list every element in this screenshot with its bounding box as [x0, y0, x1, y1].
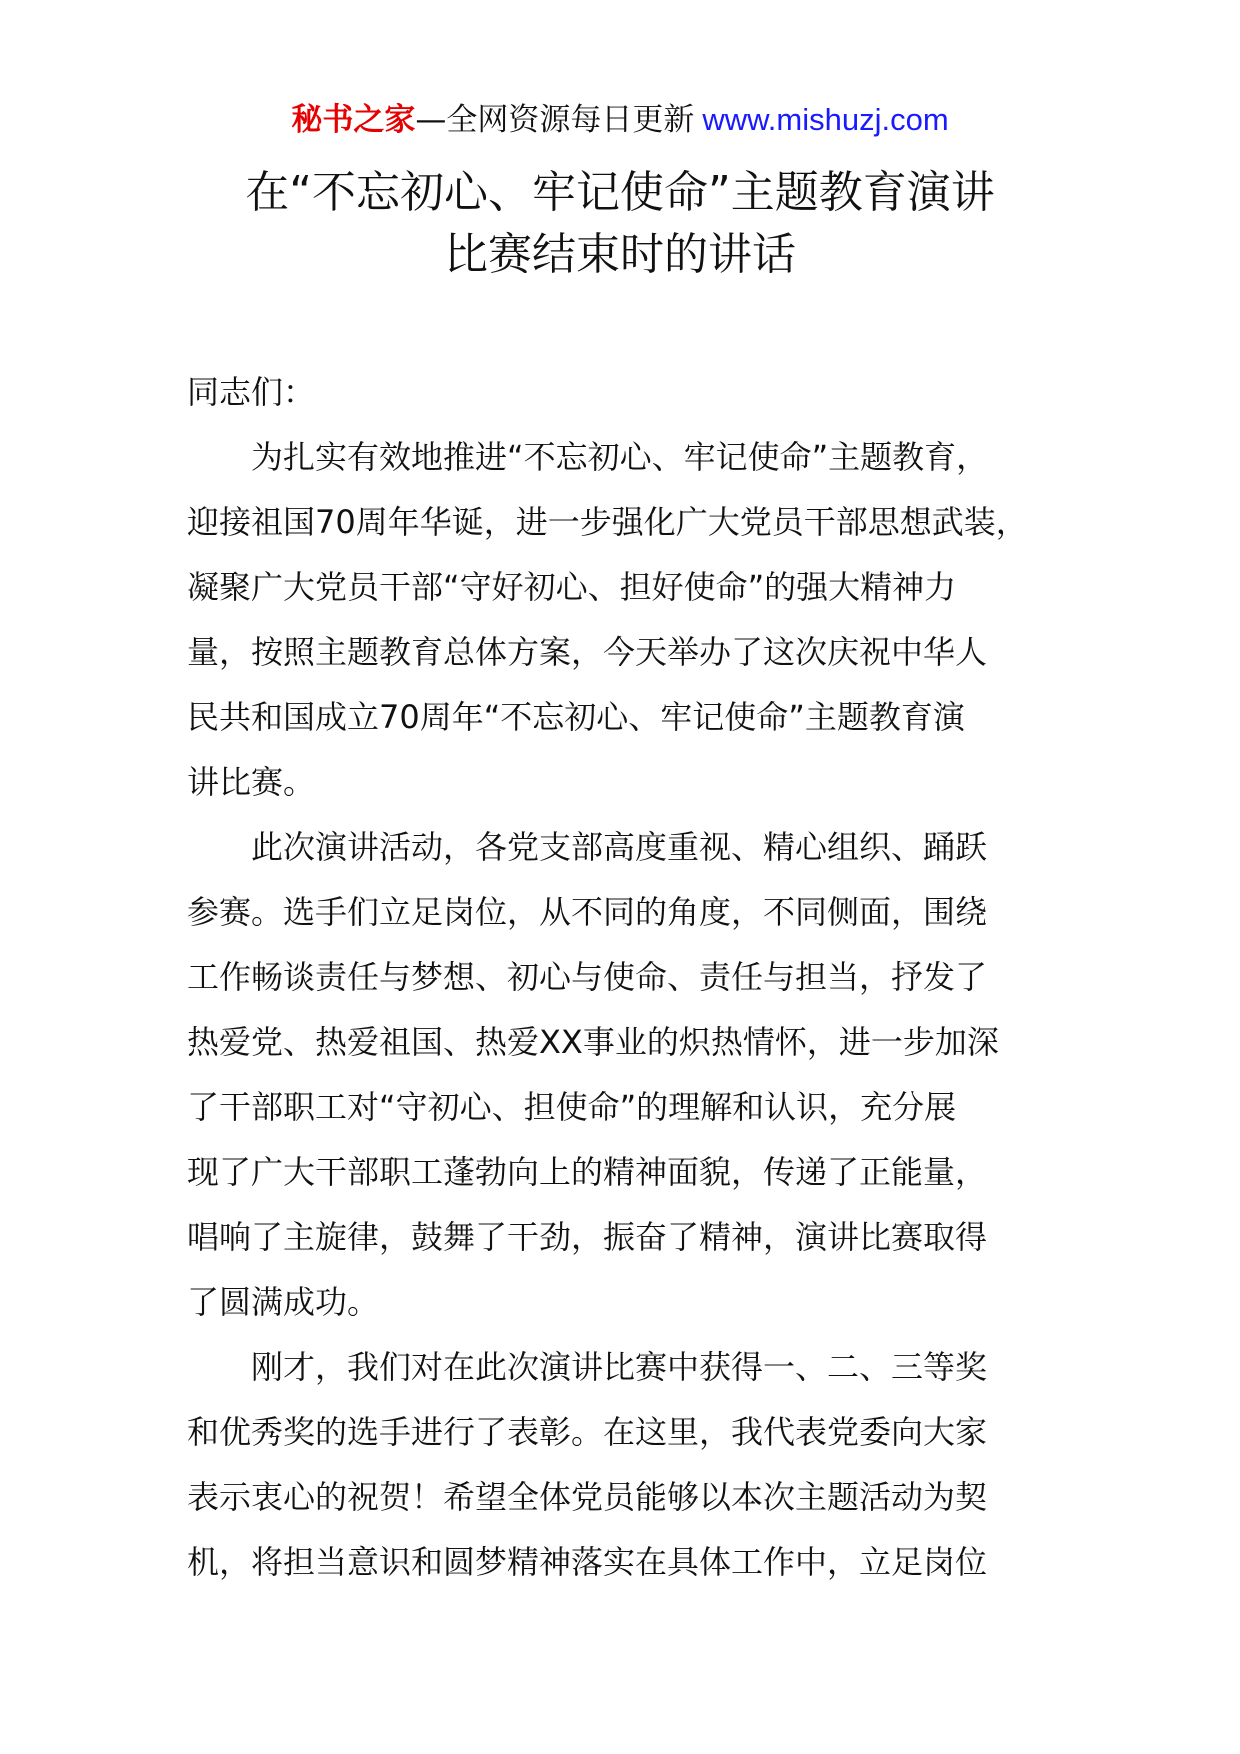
document-body — [187, 360, 1057, 1595]
paragraph-line: 参赛。选手们立足岗位，从不同的角度，不同侧面，围绕 — [187, 893, 988, 931]
paragraph-line: 唱响了主旋律，鼓舞了干劲，振奋了精神，演讲比赛取得 — [187, 1218, 988, 1256]
paragraph-line: 机，将担当意识和圆梦精神落实在具体工作中，立足岗位 — [187, 1543, 988, 1581]
title-line: 在“不忘初心、牢记使命”主题教育演讲 — [245, 167, 995, 218]
paragraph-line: 为扎实有效地推进“不忘初心、牢记使命”主题教育， — [251, 438, 989, 476]
paragraph-line: 民共和国成立70周年“不忘初心、牢记使命”主题教育演 — [187, 698, 965, 736]
paragraph-line: 工作畅谈责任与梦想、初心与使命、责任与担当，抒发了 — [187, 958, 988, 996]
site-url-link[interactable]: www.mishuzj.com — [702, 102, 949, 137]
paragraph-line: 了圆满成功。 — [187, 1283, 380, 1321]
site-header — [0, 98, 1240, 142]
paragraph-line: 讲比赛。 — [187, 763, 316, 801]
paragraph-line: 和优秀奖的选手进行了表彰。在这里，我代表党委向大家 — [187, 1413, 988, 1451]
paragraph-line: 刚才，我们对在此次演讲比赛中获得一、二、三等奖 — [251, 1348, 988, 1386]
paragraph-2 — [187, 815, 1057, 1335]
header-tagline: —全网资源每日更新 — [415, 102, 695, 138]
paragraph-1 — [187, 425, 1057, 815]
salutation: 同志们： — [187, 373, 316, 411]
paragraph-line: 现了广大干部职工蓬勃向上的精神面貌，传递了正能量， — [187, 1153, 988, 1191]
paragraph-line: 表示衷心的祝贺！希望全体党员能够以本次主题活动为契 — [187, 1478, 988, 1516]
document-title — [0, 162, 1240, 286]
paragraph-3 — [187, 1335, 1057, 1595]
paragraph-line: 凝聚广大党员干部“守好初心、担好使命”的强大精神力 — [187, 568, 957, 606]
paragraph-line: 迎接祖国70周年华诞，进一步强化广大党员干部思想武装， — [187, 503, 1028, 541]
title-line: 比赛结束时的讲话 — [444, 229, 796, 280]
paragraph-line: 此次演讲活动，各党支部高度重视、精心组织、踊跃 — [251, 828, 988, 866]
brand-name: 秘书之家 — [291, 102, 416, 138]
paragraph-line: 热爱党、热爱祖国、热爱XX事业的炽热情怀，进一步加深 — [187, 1023, 999, 1061]
paragraph-line: 了干部职工对“守初心、担使命”的理解和认识，充分展 — [187, 1088, 957, 1126]
paragraph-line: 量，按照主题教育总体方案，今天举办了这次庆祝中华人 — [187, 633, 988, 671]
